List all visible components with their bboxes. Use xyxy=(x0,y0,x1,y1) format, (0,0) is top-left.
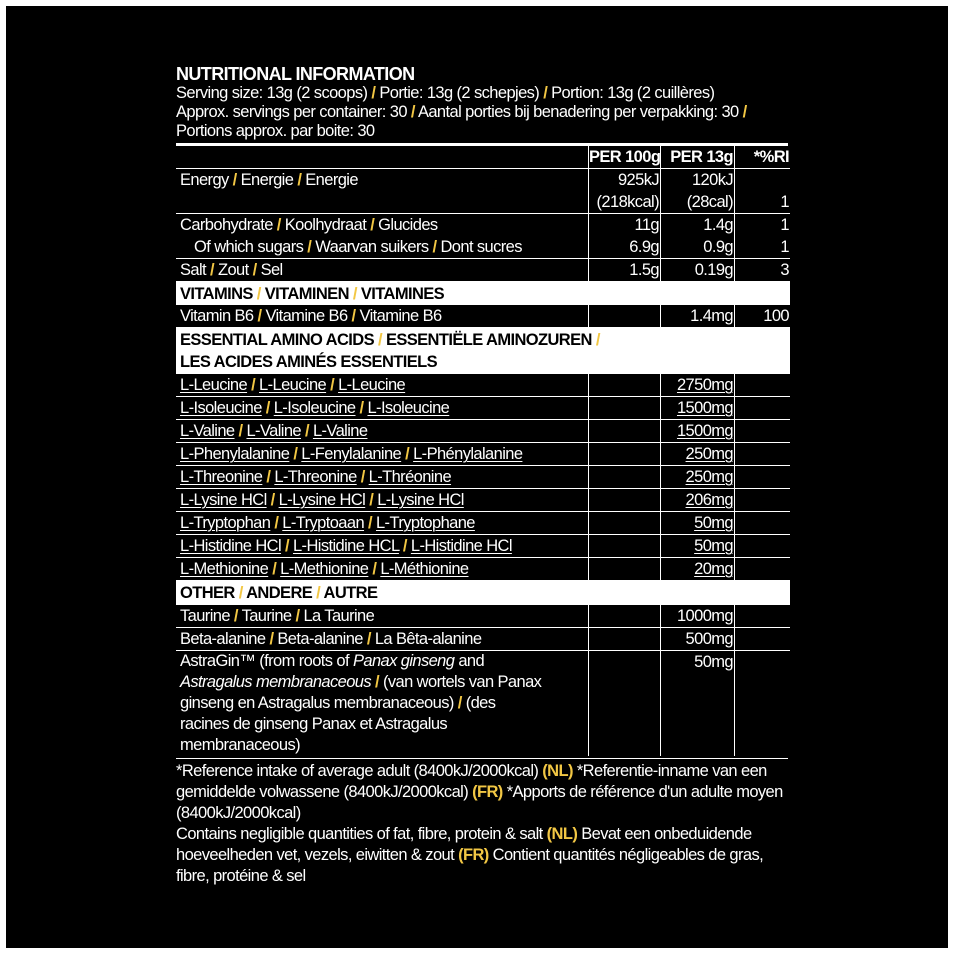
amino-acid-label xyxy=(176,512,589,535)
energy-label xyxy=(176,169,589,214)
b6-fr: Vitamine B6 xyxy=(359,307,442,325)
carbs-per100: 11g xyxy=(589,214,661,237)
amino-name-fr: L-Tryptophane xyxy=(375,514,475,532)
nl-tag: (NL) xyxy=(546,825,578,843)
carbs-fr: Glucides xyxy=(378,216,438,234)
amino-name-fr: L-Méthionine xyxy=(380,560,469,578)
energy-nl: Energie xyxy=(240,171,294,189)
beta-en: Beta-alanine xyxy=(180,630,266,648)
energy-ri xyxy=(735,169,791,214)
negligible-en: Contains negligible quantities of fat, fibre, protein & salt xyxy=(176,825,543,843)
amino-name-nl: L-Isoleucine xyxy=(273,399,356,417)
vitamin-b6-row xyxy=(176,305,790,328)
other-en: OTHER xyxy=(180,584,235,602)
col-per100-header: PER 100g xyxy=(589,146,661,169)
col-per13-header: PER 13g xyxy=(661,146,735,169)
nl-tag: (NL) xyxy=(542,762,573,780)
taurine-ri xyxy=(735,605,791,628)
amino-acid-row xyxy=(176,489,790,512)
vitamins-fr: VITAMINES xyxy=(360,285,445,303)
fr-tag: (FR) xyxy=(458,846,489,864)
amino-nl: ESSENTIËLE AMINOZUREN xyxy=(385,331,592,349)
amino-acid-row xyxy=(176,443,790,466)
salt-per100: 1.5g xyxy=(589,259,661,283)
taurine-row xyxy=(176,605,790,628)
separator: / xyxy=(274,514,279,532)
energy-per100 xyxy=(589,169,661,214)
beta-alanine-label xyxy=(176,628,589,651)
separator: / xyxy=(238,584,243,602)
energy-fr: Energie xyxy=(305,171,358,189)
fr-tag: (FR) xyxy=(472,783,503,801)
reference-intake-note xyxy=(176,761,788,824)
separator: / xyxy=(233,607,238,625)
amino-acid-row xyxy=(176,535,790,558)
amino-name-en: L-Isoleucine xyxy=(180,399,262,417)
amino-per100 xyxy=(589,535,661,558)
header-empty-cell xyxy=(176,146,589,169)
separator: / xyxy=(595,331,600,349)
amino-name-fr: L-Phénylalanine xyxy=(413,445,523,463)
amino-acid-label xyxy=(176,466,589,489)
separator: / xyxy=(276,216,281,234)
amino-ri xyxy=(735,535,791,558)
separator: / xyxy=(351,307,356,325)
other-nl: ANDERE xyxy=(246,584,313,602)
amino-ri xyxy=(735,420,791,443)
amino-per13: 50mg xyxy=(661,512,735,535)
separator: / xyxy=(457,694,462,712)
astragin-ri xyxy=(735,651,791,757)
beta-nl: Beta-alanine xyxy=(277,630,363,648)
salt-ri: 3 xyxy=(735,259,791,283)
amino-acid-row xyxy=(176,466,790,489)
amino-ri xyxy=(735,397,791,420)
sugars-row xyxy=(176,236,790,259)
separator: / xyxy=(307,238,312,256)
beta-fr: La Bêta-alanine xyxy=(374,630,482,648)
separator: / xyxy=(269,630,274,648)
amino-name-fr: L-Thréonine xyxy=(368,468,452,486)
amino-ri xyxy=(735,443,791,466)
amino-acid-label xyxy=(176,535,589,558)
separator: / xyxy=(377,331,382,349)
amino-name-en: L-Lysine HCl xyxy=(180,491,267,509)
footnotes xyxy=(176,758,788,887)
amino-per100 xyxy=(589,374,661,397)
taurine-per13: 1000mg xyxy=(661,605,735,628)
carbohydrate-label xyxy=(176,214,589,237)
amino-per13: 1500mg xyxy=(661,397,735,420)
amino-acid-row xyxy=(176,512,790,535)
separator: / xyxy=(366,630,371,648)
amino-per100 xyxy=(589,512,661,535)
amino-per100 xyxy=(589,558,661,582)
separator: / xyxy=(405,445,410,463)
amino-acid-label xyxy=(176,558,589,582)
sugars-per100: 6.9g xyxy=(589,236,661,259)
amino-name-nl: L-Fenylalanine xyxy=(301,445,402,463)
separator: / xyxy=(371,84,376,102)
amino-per100 xyxy=(589,466,661,489)
separator: / xyxy=(251,376,256,394)
amino-fr: LES ACIDES AMINÉS ESSENTIELS xyxy=(180,353,438,371)
astragin-astragalus: Astragalus membranaceous xyxy=(180,673,372,691)
amino-acid-row xyxy=(176,558,790,582)
separator: / xyxy=(252,261,257,279)
amino-acid-row xyxy=(176,420,790,443)
amino-acid-row xyxy=(176,374,790,397)
amino-per13: 50mg xyxy=(661,535,735,558)
amino-ri xyxy=(735,466,791,489)
b6-ri: 100 xyxy=(763,307,789,325)
amino-name-en: L-Methionine xyxy=(180,560,269,578)
amino-name-fr: L-Valine xyxy=(312,422,368,440)
sugars-ri: 1 xyxy=(780,238,789,256)
nutrition-label-content xyxy=(176,64,788,887)
vitamin-b6-label xyxy=(176,305,589,328)
separator: / xyxy=(402,537,407,555)
salt-row xyxy=(176,259,790,283)
negligible-note xyxy=(176,824,788,887)
astragin-row xyxy=(176,651,790,757)
amino-name-en: L-Leucine xyxy=(180,376,248,394)
amino-en: ESSENTIAL AMINO ACIDS xyxy=(180,331,374,349)
taurine-label xyxy=(176,605,589,628)
beta-ri xyxy=(735,628,791,651)
carbs-en: Carbohydrate xyxy=(180,216,273,234)
amino-name-fr: L-Histidine HCl xyxy=(410,537,512,555)
separator: / xyxy=(285,537,289,555)
amino-name-fr: L-Leucine xyxy=(338,376,406,394)
negligible-nl: Bevat een onbeduidende hoeveelheden vet, vezels, eiwitten & zout xyxy=(176,825,752,864)
carbohydrate-row xyxy=(176,214,790,237)
separator: / xyxy=(372,560,377,578)
b6-en: Vitamin B6 xyxy=(180,307,254,325)
vitamins-en: VITAMINS xyxy=(180,285,253,303)
astragin-label xyxy=(176,651,589,757)
servings-per-container-line xyxy=(176,103,788,122)
other-header-cell xyxy=(176,581,790,605)
separator: / xyxy=(543,84,548,102)
amino-acid-label xyxy=(176,489,589,512)
amino-per13: 2750mg xyxy=(661,374,735,397)
separator: / xyxy=(238,422,243,440)
separator: / xyxy=(272,560,277,578)
energy-per13-kcal: (28cal) xyxy=(686,193,733,211)
astragin-panax: Panax ginseng xyxy=(352,652,455,670)
amino-name-nl: L-Histidine HCL xyxy=(292,537,399,555)
amino-name-en: L-Phenylalanine xyxy=(180,445,290,463)
separator: / xyxy=(297,171,302,189)
ri-note-nl: *Referentie-inname van een gemiddelde volwassene (8400kJ/2000kcal) xyxy=(176,762,767,801)
b6-nl: Vitamine B6 xyxy=(265,307,348,325)
amino-name-nl: L-Threonine xyxy=(274,468,357,486)
salt-en: Salt xyxy=(180,261,207,279)
separator: / xyxy=(295,607,300,625)
amino-name-nl: L-Tryptoaan xyxy=(282,514,365,532)
astragin-en: AstraGin™ (from roots of xyxy=(180,652,349,670)
salt-label xyxy=(176,259,589,283)
servings-nl: Aantal porties bij benadering per verpakking: 30 xyxy=(417,103,739,121)
sugars-per13: 0.9g xyxy=(661,236,735,259)
vitamins-nl: VITAMINEN xyxy=(264,285,349,303)
taurine-per100 xyxy=(589,605,661,628)
separator: / xyxy=(352,285,357,303)
separator: / xyxy=(360,468,365,486)
amino-acid-label xyxy=(176,420,589,443)
astragin-fr: (des racines de ginseng Panax et Astragalus membranaceous) xyxy=(180,694,496,754)
ri-note-fr: *Apports de référence d'un adulte moyen (8400kJ/2000kcal) xyxy=(176,783,783,822)
sugars-fr: Dont sucres xyxy=(440,238,522,256)
astragin-and: and xyxy=(458,652,485,670)
separator: / xyxy=(369,491,374,509)
column-header-row xyxy=(176,146,790,169)
amino-name-fr: L-Lysine HCl xyxy=(377,491,464,509)
label-title: NUTRITIONAL INFORMATION xyxy=(176,64,415,84)
separator: / xyxy=(266,468,271,486)
energy-ri-value: 1 xyxy=(780,193,789,211)
separator: / xyxy=(265,399,270,417)
amino-name-en: L-Tryptophan xyxy=(180,514,271,532)
separator: / xyxy=(368,514,372,532)
amino-ri xyxy=(735,512,791,535)
separator: / xyxy=(370,216,375,234)
serving-nl: Portie: 13g (2 schepjes) xyxy=(379,84,540,102)
serving-fr: Portion: 13g (2 cuillères) xyxy=(551,84,715,102)
energy-per100-kj: 925kJ xyxy=(617,171,659,189)
energy-per100-kcal: (218kcal) xyxy=(596,193,659,211)
separator: / xyxy=(210,261,215,279)
amino-name-nl: L-Leucine xyxy=(259,376,327,394)
amino-acid-label xyxy=(176,374,589,397)
energy-per13 xyxy=(661,169,735,214)
amino-section-header xyxy=(176,328,790,374)
amino-per100 xyxy=(589,443,661,466)
vitamins-section-header xyxy=(176,282,790,305)
separator: / xyxy=(256,285,261,303)
col-ri-header: *%RI xyxy=(753,148,789,166)
astragin-per13: 50mg xyxy=(661,651,735,757)
amino-name-nl: L-Methionine xyxy=(280,560,369,578)
ri-note-en: *Reference intake of average adult (8400kJ/2000kcal) xyxy=(176,762,539,780)
servings-en: Approx. servings per container: 30 xyxy=(176,103,407,121)
amino-acids-list xyxy=(176,374,790,582)
separator: / xyxy=(304,422,309,440)
negligible-fr: Contient quantités négligeables de gras, fibre, protéine & sel xyxy=(176,846,764,885)
amino-acid-row xyxy=(176,397,790,420)
other-section-header xyxy=(176,581,790,605)
taurine-fr: La Taurine xyxy=(303,607,375,625)
salt-nl: Zout xyxy=(218,261,249,279)
nutrition-table xyxy=(176,146,790,756)
amino-name-en: L-Threonine xyxy=(180,468,263,486)
energy-per13-kj: 120kJ xyxy=(691,171,733,189)
sugars-label xyxy=(176,236,589,259)
astragin-per100 xyxy=(589,651,661,757)
amino-name-nl: L-Lysine HCl xyxy=(278,491,366,509)
salt-per13: 0.19g xyxy=(661,259,735,283)
separator: / xyxy=(742,103,747,121)
beta-per100 xyxy=(589,628,661,651)
vitamins-header-cell xyxy=(176,282,790,305)
amino-per13: 20mg xyxy=(661,558,735,582)
separator: / xyxy=(330,376,335,394)
amino-per13: 250mg xyxy=(661,443,735,466)
energy-row xyxy=(176,169,790,214)
carbs-per13: 1.4g xyxy=(661,214,735,237)
amino-per13: 250mg xyxy=(661,466,735,489)
b6-per13: 1.4mg xyxy=(661,305,735,328)
amino-ri xyxy=(735,374,791,397)
serving-en: Serving size: 13g (2 scoops) xyxy=(176,84,368,102)
servings-fr-line xyxy=(176,122,788,141)
amino-ri xyxy=(735,489,791,512)
carbs-nl: Koolhydraat xyxy=(284,216,367,234)
amino-acid-label xyxy=(176,443,589,466)
salt-fr: Sel xyxy=(260,261,283,279)
b6-per100 xyxy=(589,305,661,328)
separator: / xyxy=(232,171,237,189)
sugars-nl: Waarvan suikers xyxy=(315,238,429,256)
amino-name-en: L-Valine xyxy=(180,422,235,440)
amino-name-nl: L-Valine xyxy=(246,422,301,440)
separator: / xyxy=(410,103,415,121)
amino-name-en: L-Histidine HCl xyxy=(180,537,282,555)
servings-fr: Portions approx. par boite: 30 xyxy=(176,122,375,140)
separator: / xyxy=(432,238,437,256)
amino-per100 xyxy=(589,397,661,420)
taurine-en: Taurine xyxy=(180,607,230,625)
beta-per13: 500mg xyxy=(661,628,735,651)
separator: / xyxy=(293,445,298,463)
beta-alanine-row xyxy=(176,628,790,651)
nutrition-label-panel xyxy=(6,6,948,948)
other-fr: AUTRE xyxy=(323,584,378,602)
separator: / xyxy=(257,307,262,325)
amino-name-fr: L-Isoleucine xyxy=(367,399,450,417)
amino-acid-label xyxy=(176,397,589,420)
amino-per13: 1500mg xyxy=(661,420,735,443)
amino-header-cell xyxy=(176,328,790,374)
separator: / xyxy=(375,673,380,691)
carbs-ri: 1 xyxy=(735,214,791,237)
amino-per13: 206mg xyxy=(661,489,735,512)
astragin-nl: (van wortels van Panax ginseng en Astragalus membranaceous) xyxy=(180,673,542,712)
separator: / xyxy=(359,399,364,417)
separator: / xyxy=(270,491,275,509)
separator: / xyxy=(316,584,321,602)
sugars-en: Of which sugars xyxy=(194,238,304,256)
taurine-nl: Taurine xyxy=(241,607,292,625)
amino-per100 xyxy=(589,420,661,443)
amino-per100 xyxy=(589,489,661,512)
serving-size-line xyxy=(176,84,788,103)
amino-ri xyxy=(735,558,791,582)
energy-en: Energy xyxy=(180,171,229,189)
